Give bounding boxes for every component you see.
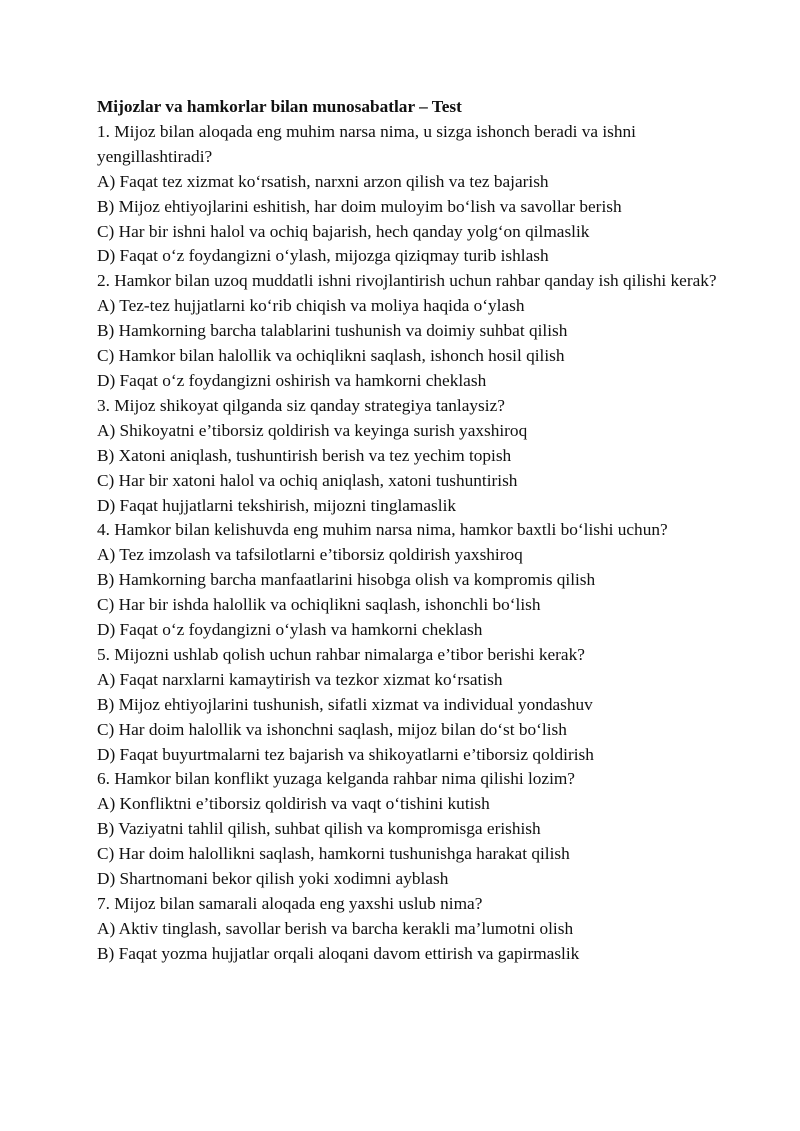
question-text: 4. Hamkor bilan kelishuvda eng muhim narsa nima, hamkor baxtli bo‘lishi uchun? — [97, 520, 668, 540]
answer-option: A) Aktiv tinglash, savollar berish va barcha kerakli ma’lumotni olish — [97, 918, 574, 938]
answer-option: A) Faqat narxlarni kamaytirish va tezkor xizmat ko‘rsatish — [97, 669, 503, 689]
answer-option: B) Faqat yozma hujjatlar orqali aloqani davom ettirish va gapirmaslik — [97, 943, 580, 963]
answer-option: C) Har doim halollikni saqlash, hamkorni tushunishga harakat qilish — [97, 844, 570, 864]
answer-option: C) Har doim halollik va ishonchni saqlash, mijoz bilan do‘st bo‘lish — [97, 719, 567, 739]
question-text: 5. Mijozni ushlab qolish uchun rahbar nimalarga e’tibor berishi kerak? — [97, 644, 585, 664]
answer-option: C) Har bir ishni halol va ochiq bajarish, hech qanday yolg‘on qilmaslik — [97, 221, 590, 241]
answer-option: B) Mijoz ehtiyojlarini tushunish, sifatli xizmat va individual yondashuv — [97, 694, 593, 714]
question-text: 3. Mijoz shikoyat qilganda siz qanday strategiya tanlaysiz? — [97, 395, 505, 415]
answer-option: B) Vaziyatni tahlil qilish, suhbat qilish va kompromisga erishish — [97, 819, 541, 839]
answer-option: D) Faqat buyurtmalarni tez bajarish va shikoyatlarni e’tiborsiz qoldirish — [97, 744, 594, 764]
question-block — [97, 643, 717, 768]
question-block — [97, 892, 717, 967]
answer-option: A) Konfliktni e’tiborsiz qoldirish va vaqt o‘tishini kutish — [97, 794, 490, 814]
answer-option: A) Tez imzolash va tafsilotlarni e’tiborsiz qoldirish yaxshiroq — [97, 545, 523, 565]
answer-option: A) Shikoyatni e’tiborsiz qoldirish va keyinga surish yaxshiroq — [97, 420, 528, 440]
answer-option: B) Hamkorning barcha manfaatlarini hisobga olish va kompromis qilish — [97, 570, 596, 590]
document-title: Mijozlar va hamkorlar bilan munosabatlar – Test — [97, 97, 462, 116]
answer-option: B) Mijoz ehtiyojlarini eshitish, har doim muloyim bo‘lish va savollar berish — [97, 196, 622, 216]
answer-option: D) Faqat o‘z foydangizni oshirish va hamkorni cheklash — [97, 370, 487, 390]
question-block — [97, 269, 717, 394]
answer-option: B) Xatoni aniqlash, tushuntirish berish va tez yechim topish — [97, 445, 512, 465]
question-text: 6. Hamkor bilan konflikt yuzaga kelganda rahbar nima qilishi lozim? — [97, 769, 575, 789]
answer-option: D) Faqat o‘z foydangizni o‘ylash va hamkorni cheklash — [97, 620, 483, 640]
answer-option: A) Faqat tez xizmat ko‘rsatish, narxni arzon qilish va tez bajarish — [97, 171, 549, 191]
answer-option: D) Shartnomani bekor qilish yoki xodimni ayblash — [97, 869, 449, 889]
question-block — [97, 767, 717, 892]
answer-option: D) Faqat o‘z foydangizni o‘ylash, mijozga qiziqmay turib ishlash — [97, 246, 549, 266]
answer-option: A) Tez-tez hujjatlarni ko‘rib chiqish va moliya haqida o‘ylash — [97, 296, 525, 316]
document-page — [97, 95, 717, 967]
question-text: 7. Mijoz bilan samarali aloqada eng yaxshi uslub nima? — [97, 894, 483, 913]
answer-option: C) Hamkor bilan halollik va ochiqlikni saqlash, ishonch hosil qilish — [97, 346, 565, 366]
answer-option: C) Har bir ishda halollik va ochiqlikni saqlash, ishonchli bo‘lish — [97, 595, 541, 615]
question-block — [97, 120, 717, 269]
question-block — [97, 394, 717, 519]
question-block — [97, 518, 717, 643]
answer-option: C) Har bir xatoni halol va ochiq aniqlash, xatoni tushuntirish — [97, 470, 518, 490]
answer-option: B) Hamkorning barcha talablarini tushunish va doimiy suhbat qilish — [97, 321, 568, 341]
question-text: 2. Hamkor bilan uzoq muddatli ishni rivojlantirish uchun rahbar qanday ish qilishi kerak? — [97, 271, 717, 291]
question-text: 1. Mijoz bilan aloqada eng muhim narsa nima, u sizga ishonch beradi va ishni yengillashtiradi? — [97, 121, 636, 166]
answer-option: D) Faqat hujjatlarni tekshirish, mijozni tinglamaslik — [97, 495, 457, 515]
